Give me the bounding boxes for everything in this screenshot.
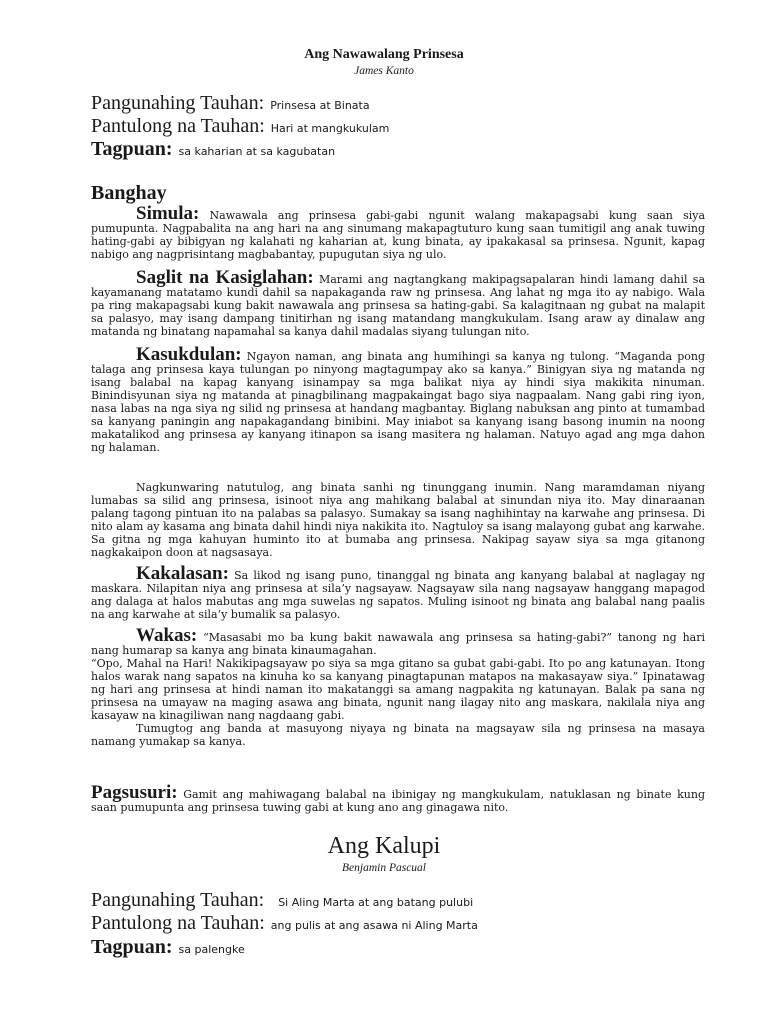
story2-setting-label: Tagpuan:	[91, 936, 173, 958]
simula-text: Nawawala ang prinsesa gabi-gabi ngunit walang makapagsabi kung saan siya pumupunta. Nagpabalita na ang hari na ang sinumang makapagtuturo kung saan tumitigil ang anak tuwing hating-gabi ay bibigyan ng kalahati ng kaharian at, kung binata, ay ipakakasal sa prinsesa. Ngunit, kapag nabigo ang nagprisintang magbabantay, pupugutan siya ng ulo.	[91, 209, 706, 261]
kakalasan-text: Sa likod ng isang puno, tinanggal ng binata ang kanyang balabal at naglagay ng maskara. Nilapitan niya ang prinsesa at sila’y nagsayaw. Nagsayaw sila nang nagsayaw hanggang mapagod ang dalaga at halos mabutas ang mga suwelas ng sapatos. Muling isinoot ng binata ang balabal nang paalis na ang karwahe at sila’y bumalik sa palasyo.	[91, 569, 705, 621]
wakas-text: “Masasabi mo ba kung bakit nawawala ang prinsesa sa hating-gabi?” tanong ng hari nang humarap sa kanya ang binata kinaumagahan.	[91, 631, 705, 657]
supporting-character-label: Pantulong na Tauhan:	[91, 115, 265, 137]
kakalasan-section	[91, 563, 705, 621]
kasukdulan-text: Ngayon naman, ang binata ang humihingi sa kanya ng tulong. “Maganda pong talaga ang prinsesa kaya tulungan po ninyong magtagumpay ako sa kanya.” Binigyan siya ng matanda ng isang balabal na kapag kanyang isinampay sa mga balikat niya ay hindi siya makikita ninuman. Binindisyunan siya ng matanda at pinagbilinang magpakaingat bago siya nagpaalam. Nang gabi ring iyon, nasa labas na nga siya ng silid ng prinsesa at handang magbantay. Biglang nabuksan ang pinto at tumambad sa kanyang paningin ang napakagandang binibini. May iniabot sa kanyang isang basong inumin na noong makatalikod ang prinsesa ay kanyang itinapon sa isang masitera ng halaman. Natuyo agad ang mga dahon ng halaman.	[91, 350, 706, 454]
story2-supporting-character-value: ang pulis at ang asawa ni Aling Marta	[270, 919, 478, 932]
story2-setting-value: sa palengke	[178, 943, 245, 956]
saglit-text: Marami ang nagtangkang makipagsapalaran hindi lamang dahil sa kayamanang matatamo kundi dahil sa napakaganda raw ng prinsesa. Ang lahat ng mga ito ay nabigo. Wala pa ring makapagsabi kung bakit nawawala ang prinsesa sa hating-gabi. Sa kalagitnaan ng gubat na malapit sa palasyo, may isang dampang tinitirhan ng isang matandang mangkukulam. Isang araw ay dinalaw ang matanda ng binatang napamahal sa kanya dahil madalas siyang tulungan nito.	[91, 273, 705, 338]
wakas-label: Wakas:	[136, 625, 198, 646]
simula-section	[91, 203, 706, 261]
story2-main-character-label: Pangunahing Tauhan:	[91, 889, 265, 911]
wakas-text-2: “Opo, Mahal na Hari! Nakikipagsayaw po siya sa mga gitano sa gubat gabi-gabi. Ito po ang katunayan. Itong halos warak nang sapatos na kinuha ko sa kanyang pinagtapunan matapos na makasayaw siya.” Ipinatawag ng hari ang prinsesa at hindi naman ito makatanggi sa amang nagpakita ng katunayan. Balak pa sana ng prinsesa na umayaw na maging asawa ang binata, ngunit nang ilagay nito ang maskara, nakilala niya ang kasayaw na kinagiliwan nang nagdaang gabi.	[91, 657, 705, 722]
story2-supporting-character-label: Pantulong na Tauhan:	[91, 912, 265, 934]
kasukdulan-label: Kasukdulan:	[136, 344, 242, 365]
pagsusuri-text: Gamit ang mahiwagang balabal na ibinigay ng mangkukulam, natuklasan ng binate kung saan pumupunta ang prinsesa tuwing gabi at kung ano ang ginagawa nito.	[91, 788, 706, 814]
simula-label: Simula:	[136, 203, 200, 224]
main-character-value: Prinsesa at Binata	[270, 99, 370, 112]
kasukdulan-section	[91, 344, 706, 454]
story-author: James Kanto	[354, 65, 414, 77]
kasukdulan-text-2: Nagkunwaring natutulog, ang binata sanhi ng tinunggang inumin. Nang maramdaman niyang lumabas sa silid ang prinsesa, isinoot niya ang mahikang balabal at sinundan niya ito. May dinaraanan palang tagong pintuan ito na palabas sa palasyo. Sumakay sa isang naghihintay na karwahe ang prinsesa. Di nito alam ay kasama ang binata dahil hindi niya nakikita ito. Nagtuloy sa isang malayong gubat ang karwahe. Sa gitna ng mga kahuyan huminto ito at bumaba ang prinsesa. Nakipag sayaw siya sa mga gitanong nagkakaipon doon at nagsasaya.	[91, 481, 705, 559]
supporting-character-row	[91, 115, 711, 138]
saglit-label: Saglit na Kasiglahan:	[136, 267, 314, 288]
story2-main-character-row	[91, 889, 711, 912]
story2-setting-row	[91, 936, 711, 959]
kasukdulan-continued	[91, 481, 705, 559]
wakas-text-3: Tumugtog ang banda at masuyong niyaya ng binata na magsayaw sila ng prinsesa na masaya namang yumakap sa kanya.	[91, 722, 705, 748]
pagsusuri-label: Pagsusuri:	[91, 782, 178, 803]
setting-label: Tagpuan:	[91, 138, 173, 160]
setting-value: sa kaharian at sa kagubatan	[178, 145, 336, 158]
story-title: Ang Nawawalang Prinsesa	[304, 47, 464, 62]
kakalasan-label: Kakalasan:	[136, 563, 229, 584]
supporting-character-value: Hari at mangkukulam	[270, 122, 390, 135]
main-character-label: Pangunahing Tauhan:	[91, 92, 265, 114]
banghay-heading: Banghay	[91, 182, 167, 204]
story2-supporting-character-row	[91, 912, 711, 935]
saglit-section	[91, 267, 705, 338]
story2-author: Benjamin Pascual	[342, 862, 426, 874]
pagsusuri-section	[91, 782, 706, 814]
story2-main-character-value: Si Aling Marta at ang batang pulubi	[278, 896, 474, 909]
wakas-section	[91, 625, 705, 748]
story2-title: Ang Kalupi	[327, 833, 441, 859]
setting-row	[91, 138, 711, 161]
main-character-row	[91, 92, 711, 115]
